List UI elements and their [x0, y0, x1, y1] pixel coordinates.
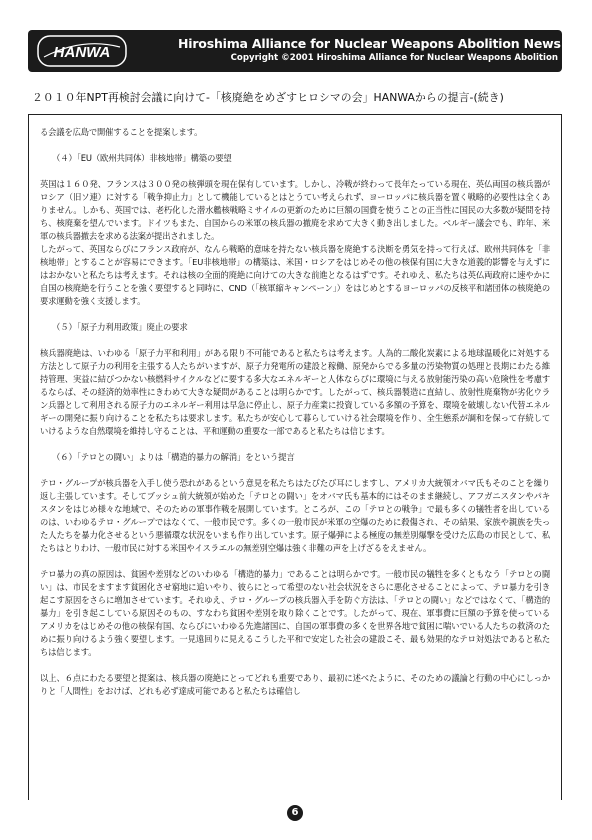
section-4-heading: （４）「EU（欧州共同体）非核地帯」構築の要望	[52, 153, 232, 163]
final-paragraph: 以上、６点にわたる要望と提案は、核兵器の廃絶にとってどれも重要であり、最初に述べたように、そのための議論と行動の中心にしっかりと「人間性」をおけば、どれも必ず達成可能であると私たちは確信し	[40, 673, 550, 696]
newsletter-title: Hiroshima Alliance for Nuclear Weapons Abolition News	[178, 36, 561, 51]
section-6-heading: （６）「テロとの闘い」よりは「構造的暴力の解消」をという提言	[52, 452, 295, 462]
intro-paragraph: る会議を広島で開催することを提案します。	[40, 127, 203, 137]
hanwa-logo	[36, 33, 128, 69]
section-4-paragraph-1: 英国は１６０発、フランスは３００発の核弾頭を現在保有しています。しかし、冷戦が終わって長年たっている現在、英仏両国の核兵器がロシア（旧ソ連）に対する「戦争抑止力」として機能しているとはとうてい考えられず、ヨーロッパに核兵器を置く戦略的必要性は全くありません。しかも、英国では、老朽化した潜水艦核戦略ミサイルの更新のために巨額の国費を使うことの正当性に国民の大多数が疑問を持ち、核廃棄を望んでいます。ドイツもまた、自国からの米軍の核兵器の撤廃を求めて大きく動き出しました。ベルギー議会でも、昨年、米軍の核兵器撤去を求める法案が提出されました。	[40, 179, 550, 241]
section-4-paragraph-2: したがって、英国ならびにフランス政府が、なんら戦略的意味を持たない核兵器を廃絶する決断を勇気を持って行えば、欧州共同体を「非核地帯」とすることが容易にできます。「EU非核地帯」の構築は、米国・ロシアをはじめその他の核保有国に大きな道義的影響を与えずにはおかないと私たちは考えます。それは核の全面的廃絶に向けての大きな前進となるはずです。それゆえ、私たちは英仏両政府に速やかに自国の核廃絶を行うことを強く要望すると同時に、CND（「核軍縮キャンペーン」）をはじめとするヨーロッパの反核平和諸団体の核廃絶の要求運動を強く支援します。	[40, 244, 550, 306]
article-subtitle: ２０１０年NPT再検討会議に向けて-「核廃絶をめざすヒロシマの会」HANWAからの提言-(続き)	[32, 91, 504, 104]
section-6-paragraph-2: テロ暴力の真の原因は、貧困や差別などのいわゆる「構造的暴力」であることは明らかです。一般市民の犠牲を多くともなう「テロとの闘い」は、市民をますます貧困化させ窮地に追いやり、彼らにとって希望のない社会状況をさらに悪化させることによって、テロ暴力を引き起こす原因をさらに増加させています。それゆえ、テロ・グループの核兵器入手を防ぐ方法は、「テロとの闘い」などではなくて、「構造的暴力」を引き起こしている原因そのもの、すなわち貧困や差別を取り除くことです。したがって、現在、軍事費に巨額の予算を使っているアメリカをはじめその他の核保有国、ならびにいわゆる先進諸国に、自国の軍事費の多くを世界各地で貧困に喘いでいる人たちの救済のために振り向けるよう強く要望します。一見遠回りに見えるこうした平和で安定した社会の建設こそ、最も効果的なテロ対処法であると私たちは信じます。	[40, 569, 550, 657]
logo-text: HANWA	[53, 44, 111, 61]
page-number: 6	[287, 805, 303, 821]
article-body	[40, 126, 550, 711]
section-5-paragraph: 核兵器廃絶は、いわゆる「原子力平和利用」がある限り不可能であると私たちは考えます。人為的二酸化炭素による地球温暖化に対処する方法として原子力の利用を主張する人たちがいますが、原子力発電所の建設と稼働、原発からでる多量の汚染物質の処理と長期にわたる維持管理、実益に結びつかない核燃料サイクルなどに要する多大なエネルギーと人体ならびに環境に与える放射能汚染の高い危険性を考慮するならば、その経済的効率性にきわめて大きな疑問があることは明らかです。したがって、核兵器製造に直結し、放射性廃棄物が劣化ウラン兵器として利用される原子力のエネルギー利用は早急に停止し、原子力産業に投資している多額の予算を、環境を破壊しない代替エネルギーの開発に振り向けることを私たちは要求します。私たちが安心して暮らしていける社会環境を作り、全生態系が調和を保って存続していけるような自然環境を維持し守ることは、平和運動の重要な一部であると私たちは信じます。	[40, 348, 550, 436]
section-5-heading: （５）「原子力利用政策」廃止の要求	[52, 322, 188, 332]
section-6-paragraph-1: テロ・グループが核兵器を入手し使う恐れがあるという意見を私たちはたびたび耳にしますし、アメリカ大統領オバマ氏もそのことを繰り返し主張しています。そしてブッシュ前大統領が始めた「テロとの闘い」をオバマ氏も基本的にはそのまま継続し、アフガニスタンやパキスタンをはじめ様々な地域で、そのための軍事作戦を展開しています。ところが、この「テロとの戦争」で最も多くの犠牲者を出しているのは、いわゆるテロ・グループではなくて、一般市民です。多くの一般市民が米軍の空爆のために殺傷され、その結果、家族や親族を失った人たちを暴力化させるという悪循環な状況をいまも作り出しています。原子爆弾による極度の無差別爆撃を受けた広島の市民として、私たちはとりわけ、一般市民に対する米国やイスラエルの無差別空爆は強く非難の声を上げざるをえません。	[40, 478, 550, 553]
copyright-line: Copyright ©2001 Hiroshima Alliance for Nuclear Weapons Abolition	[230, 53, 558, 63]
